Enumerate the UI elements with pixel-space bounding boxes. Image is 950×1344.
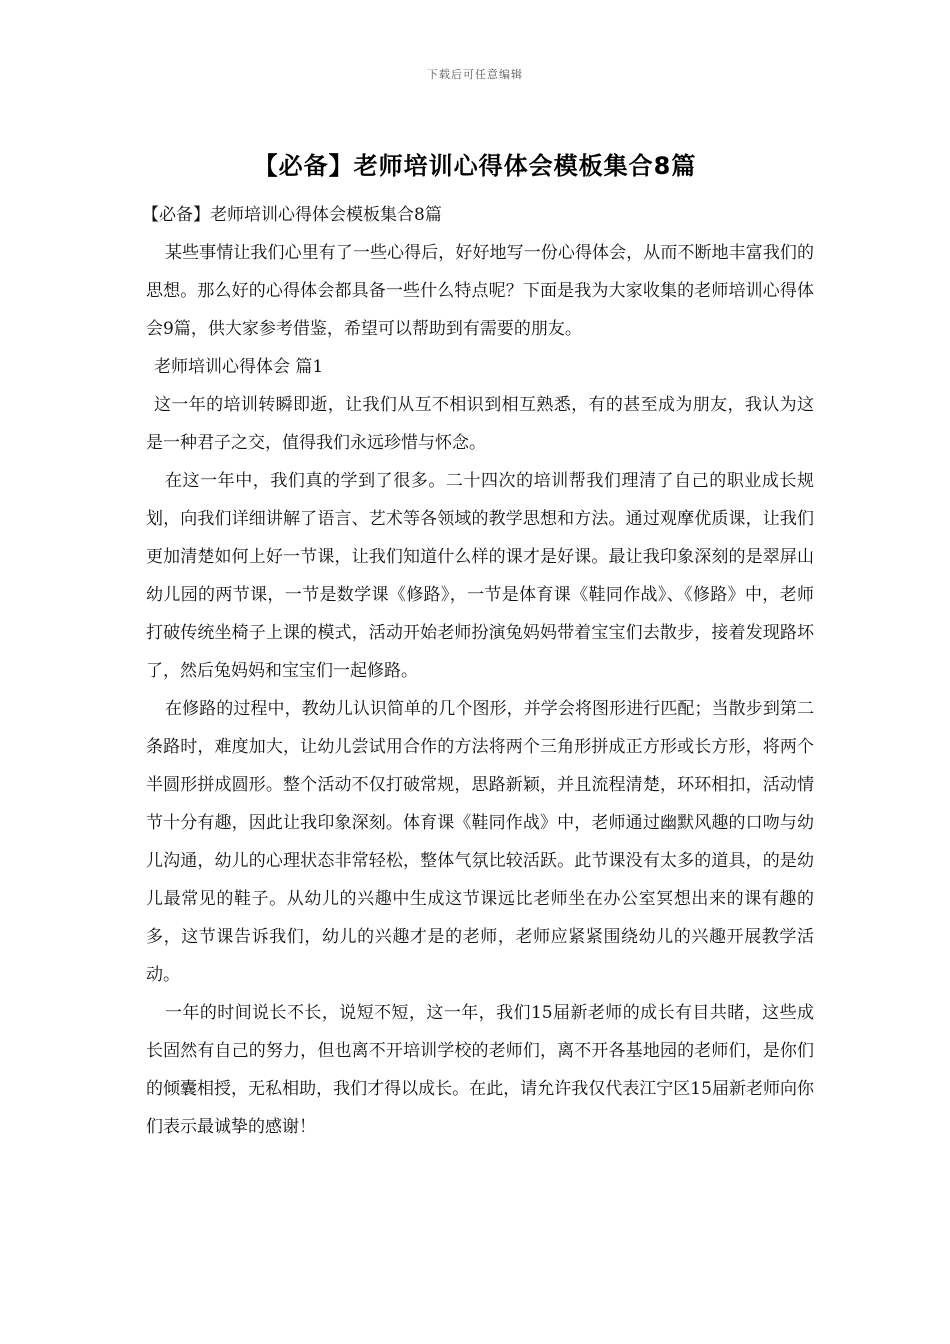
document-title: 【必备】老师培训心得体会模板集合8篇 xyxy=(253,152,697,180)
document-subtitle: 【必备】老师培训心得体会模板集合8篇 xyxy=(142,205,442,225)
body-paragraph: 在修路的过程中，教幼儿认识简单的几个图形，并学会将图形进行匹配；当散步到第二条路时，难度加大，让幼儿尝试用合作的方法将两个三角形拼成正方形或长方形，将两个半圆形拼成圆形。整个活动不仅打破常规，思路新颖，并且流程清楚，环环相扣，活动情节十分有趣，因此让我印象深刻。体育课《鞋同作战》中，老师通过幽默风趣的口吻与幼儿沟通，幼儿的心理状态非常轻松，整体气氛比较活跃。此节课没有太多的道具，的是幼儿最常见的鞋子。从幼儿的兴趣中生成这节课远比老师坐在办公室冥想出来的课有趣的多，这节课告诉我们，幼儿的兴趣才是的老师，老师应紧紧围绕幼儿的兴趣开展教学活动。 xyxy=(146,699,814,985)
section-heading: 老师培训心得体会 篇1 xyxy=(154,357,324,377)
body-paragraph: 在这一年中，我们真的学到了很多。二十四次的培训帮我们理清了自己的职业成长规划，向我们详细讲解了语言、艺术等各领域的教学思想和方法。通过观摩优质课，让我们更加清楚如何上好一节课，让我们知道什么样的课才是好课。最让我印象深刻的是翠屏山幼儿园的两节课，一节是数学课《修路》，一节是体育课《鞋同作战》、《修路》中，老师打破传统坐椅子上课的模式，活动开始老师扮演兔妈妈带着宝宝们去散步，接着发现路坏了，然后兔妈妈和宝宝们一起修路。 xyxy=(146,471,814,681)
body-paragraph: 一年的时间说长不长，说短不短，这一年，我们15届新老师的成长有目共睹，这些成长固然有自己的努力，但也离不开培训学校的老师们，离不开各基地园的老师们，是你们的倾囊相授，无私相助，我们才得以成长。在此，请允许我仅代表江宁区15届新老师向你们表示最诚挚的感谢！ xyxy=(146,1003,814,1137)
intro-paragraph: 某些事情让我们心里有了一些心得后，好好地写一份心得体会，从而不断地丰富我们的思想。那么好的心得体会都具备一些什么特点呢？下面是我为大家收集的老师培训心得体会9篇，供大家参考借鉴，希望可以帮助到有需要的朋友。 xyxy=(146,243,814,339)
page-header-note: 下载后可任意编辑 xyxy=(427,68,523,81)
body-paragraph: 这一年的培训转瞬即逝，让我们从互不相识到相互熟悉，有的甚至成为朋友，我认为这是一种君子之交，值得我们永远珍惜与怀念。 xyxy=(146,395,814,453)
document-body xyxy=(142,196,814,1146)
